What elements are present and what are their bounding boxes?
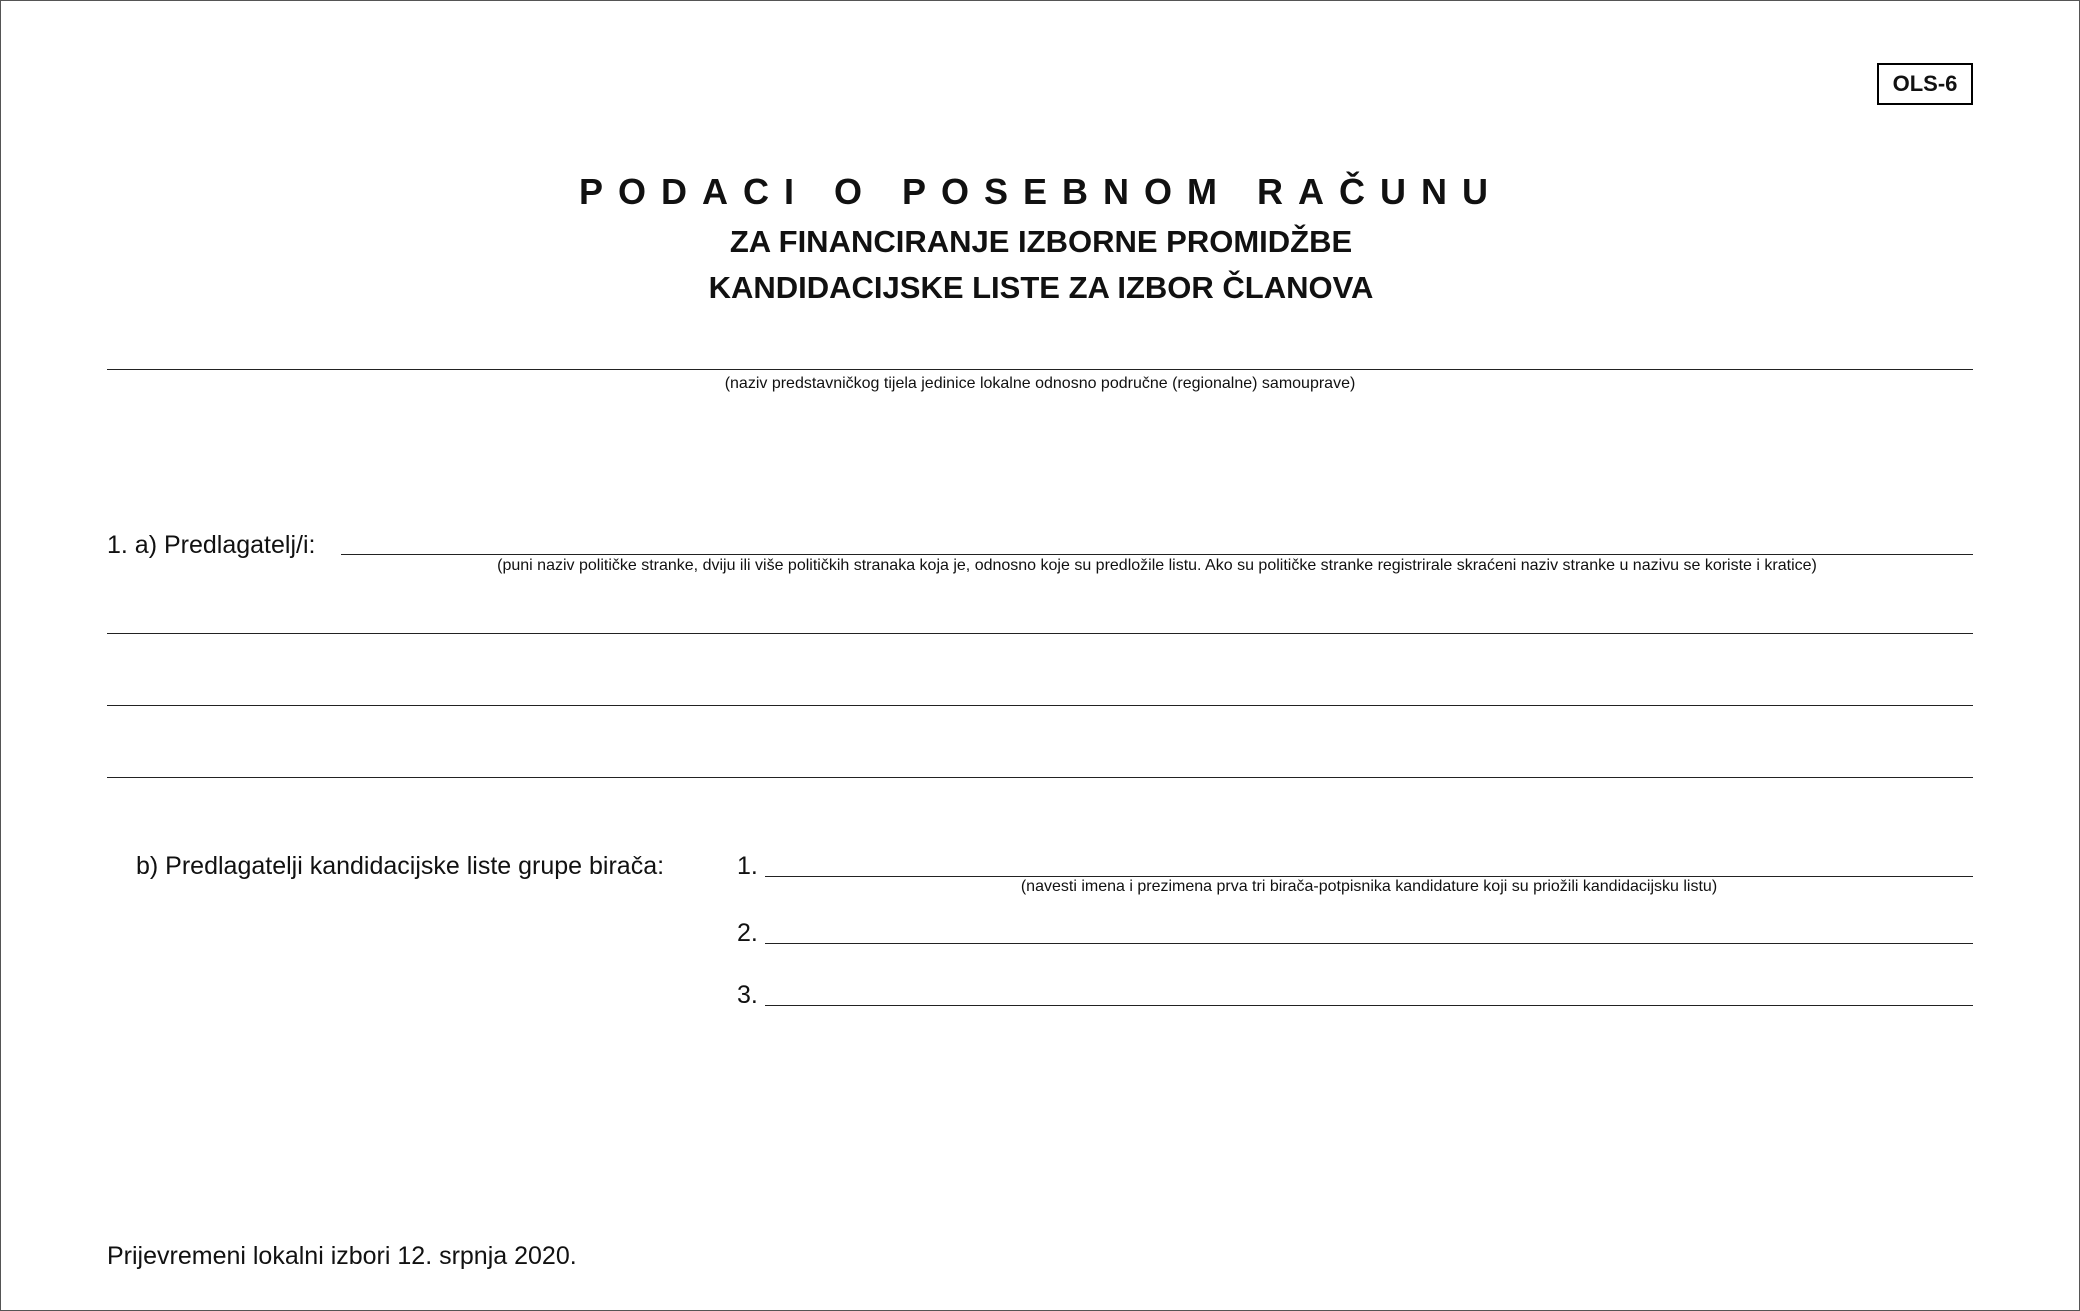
voter-3-field[interactable] (765, 1005, 1973, 1006)
title-line-1: PODACI O POSEBNOM RAČUNU (578, 171, 1504, 212)
proposer-field-line-2[interactable] (107, 633, 1973, 634)
voter-item-number: 3. (737, 981, 758, 1009)
voter-item-number: 1. (737, 852, 758, 880)
form-code-badge: OLS-6 (1877, 63, 1973, 105)
title-line-2: ZA FINANCIRANJE IZBORNE PROMIDŽBE (729, 224, 1353, 259)
voter-2-field[interactable] (765, 943, 1973, 944)
body-name-caption: (naziv predstavničkog tijela jedinice lokalne odnosno područne (regionalne) samouprave) (724, 375, 1356, 392)
proposer-field-line-4[interactable] (107, 777, 1973, 778)
voter-item-number: 2. (737, 919, 758, 947)
proposer-caption: (puni naziv političke stranke, dviju ili više političkih stranaka koja je, odnosno koje su predložile listu. Ako su političke stranke registrirale skraćeni naziv stranke u nazivu se koriste i kratice) (497, 557, 1817, 574)
voter-group-label: b) Predlagatelji kandidacijske liste grupe birača: (136, 852, 665, 880)
proposer-field[interactable] (341, 554, 1973, 555)
title-line-3: KANDIDACIJSKE LISTE ZA IZBOR ČLANOVA (708, 270, 1374, 305)
voter-caption: (navesti imena i prezimena prva tri birača-potpisnika kandidature koji su priožili kandidacijsku listu) (1020, 878, 1718, 895)
body-name-field[interactable] (107, 369, 1973, 370)
proposer-field-line-3[interactable] (107, 705, 1973, 706)
voter-1-field[interactable] (765, 876, 1973, 877)
election-footer: Prijevremeni lokalni izbori 12. srpnja 2020. (107, 1242, 577, 1270)
proposer-label: 1. a) Predlagatelj/i: (107, 531, 316, 559)
